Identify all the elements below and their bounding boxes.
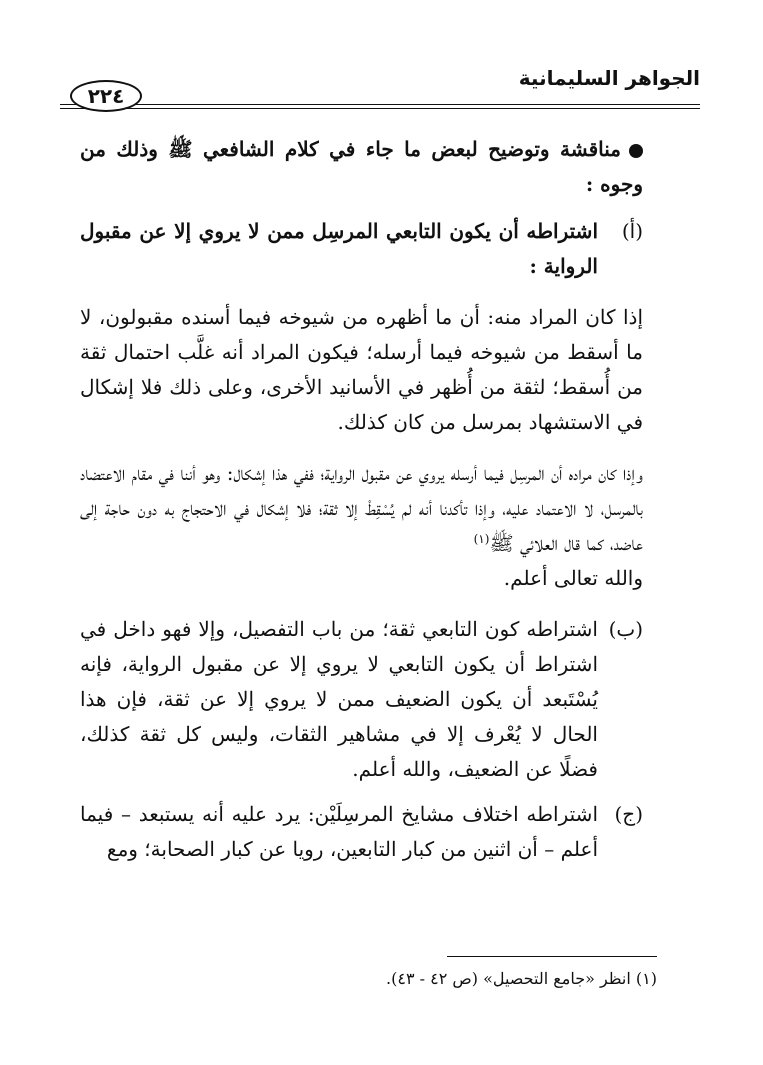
- header-rule-bottom: [60, 108, 700, 109]
- item-a: [80, 214, 643, 284]
- item-b: [80, 612, 643, 787]
- intro-text: مناقشة وتوضيح لبعض ما جاء في كلام الشافعي ﷺ وذلك من وجوه :: [80, 137, 643, 196]
- main-text: [80, 132, 643, 867]
- header-rule-top: [60, 104, 700, 105]
- item-label: (ج): [614, 802, 643, 826]
- item-label: (أ): [621, 219, 643, 243]
- book-title: الجواهر السليمانية: [511, 66, 700, 90]
- footnote: (١) انظر «جامع التحصيل» (ص ٤٢ - ٤٣).: [386, 969, 657, 988]
- item-label: (ب): [608, 617, 643, 641]
- paragraph-2: [80, 456, 643, 596]
- footnote-ref: (١): [473, 532, 490, 546]
- paragraph-2-text: وإذا كان مراده أن المرسِل فيما أرسله يروي عن مقبول الرواية؛ ففي هذا إشكال: وهو أننا في مقام الاعتضاد بالمرسل، لا الاعتماد عليه، وإذا تأكدنا أنه لم يُسْقِطْ إلا ثقة؛ فلا إشكال في الاحتجاج به دون حاجة إلى عاضد، كما قال العلائي ﷺ: [80, 461, 643, 555]
- bullet-icon: [629, 144, 643, 158]
- page-header: [60, 62, 700, 112]
- item-text: اشتراطه كون التابعي ثقة؛ من باب التفصيل، وإلا فهو داخل في اشتراط أن يكون التابعي لا يروي إلا عن مقبول الرواية، فإنه يُسْتَبعد أن يكون الضعيف ممن لا يروي إلا عن ثقة، فإن هذا الحال لا يُعْرف إلا في مشاهير الثقات، وليس كل ثقة كذلك، فضلًا عن الضعيف، والله أعلم.: [80, 617, 598, 781]
- item-c: [80, 797, 643, 867]
- page-number: ٢٢٤: [70, 80, 142, 112]
- intro-line: [80, 132, 643, 202]
- item-heading: اشتراطه أن يكون التابعي المرسِل ممن لا يروي إلا عن مقبول الرواية :: [80, 219, 598, 278]
- item-text: اشتراطه اختلاف مشايخ المرسِلَيْن: يرد عليه أنه يستبعد – فيما أعلم – أن اثنين من كبار التابعين، رويا عن كبار الصحابة؛ ومع: [80, 802, 598, 861]
- paragraph-2-end: والله تعالى أعلم.: [503, 566, 643, 590]
- paragraph-1: إذا كان المراد منه: أن ما أظهره من شيوخه فيما أسنده مقبولون، لا ما أسقط من شيوخه فيما أرسله؛ فيكون المراد أنه غلَّب احتمال ثقة من أُسقط؛ لثقة من أُظهر في الأسانيد الأخرى، وعلى ذلك فلا إشكال في الاستشهاد بمرسل من كان كذلك.: [80, 305, 644, 434]
- footnote-divider: [447, 956, 657, 957]
